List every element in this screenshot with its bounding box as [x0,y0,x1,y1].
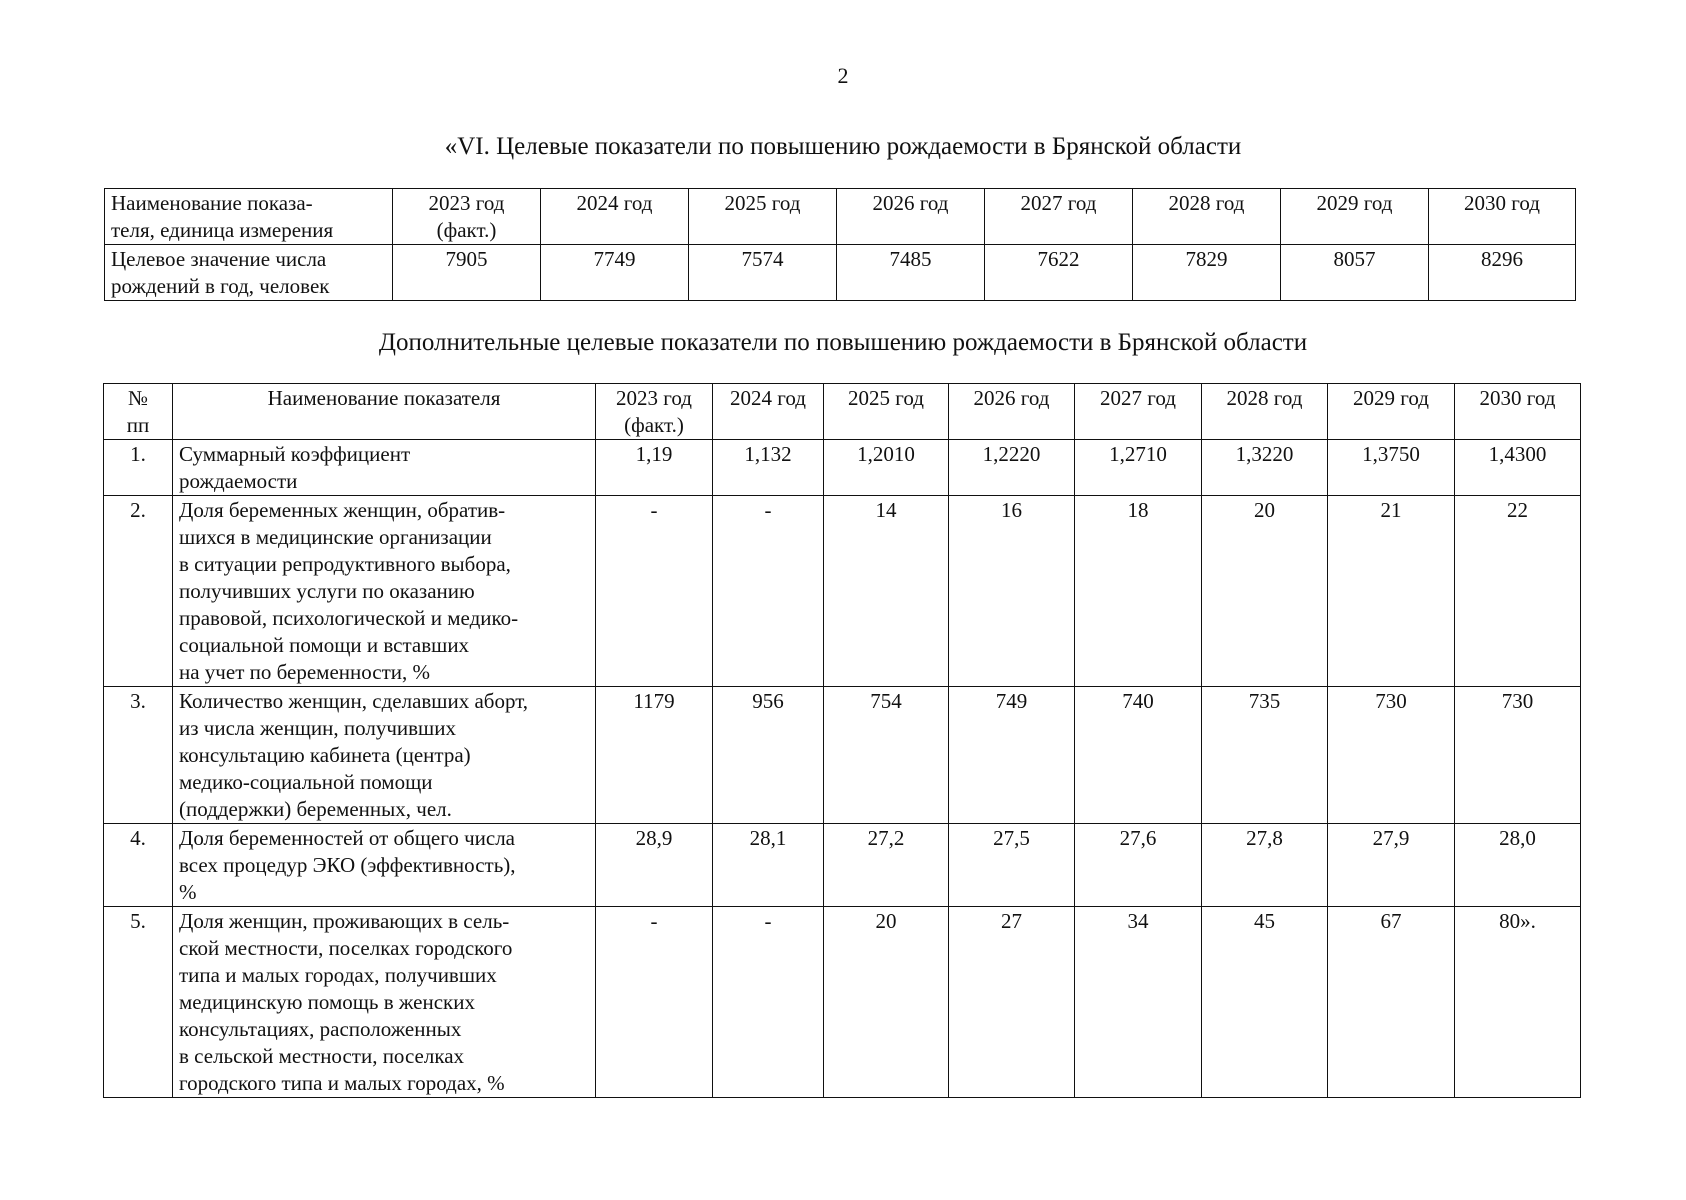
value-cell: 27,6 [1075,824,1202,907]
value-cell: 740 [1075,687,1202,824]
header-cell: 2024 год [541,189,689,245]
row-number-cell: 4. [104,824,173,907]
header-cell: 2028 год [1133,189,1281,245]
value-cell: 7829 [1133,245,1281,301]
indicator-name-cell: Суммарный коэффициент рождаемости [173,440,596,496]
value-cell: 7574 [689,245,837,301]
table-row [104,907,1581,1098]
value-cell: - [713,496,824,687]
value-cell: 22 [1455,496,1581,687]
header-cell: 2028 год [1202,384,1328,440]
value-cell: 749 [949,687,1075,824]
additional-indicators-table [103,383,1581,1098]
row-number-cell: 3. [104,687,173,824]
value-cell: 8057 [1281,245,1429,301]
value-cell: 7749 [541,245,689,301]
value-cell: 34 [1075,907,1202,1098]
value-cell: 754 [824,687,949,824]
header-cell: Наименование показателя [173,384,596,440]
row-number-cell: 2. [104,496,173,687]
value-cell: 27,8 [1202,824,1328,907]
value-cell: 27 [949,907,1075,1098]
value-cell: 67 [1328,907,1455,1098]
table-row [104,687,1581,824]
page-number: 2 [837,63,849,88]
header-cell: 2026 год [949,384,1075,440]
value-cell: 21 [1328,496,1455,687]
value-cell: 20 [824,907,949,1098]
value-cell: 1,3750 [1328,440,1455,496]
value-cell: 20 [1202,496,1328,687]
value-cell: - [596,907,713,1098]
value-cell: - [596,496,713,687]
value-cell: 27,9 [1328,824,1455,907]
header-cell: 2029 год [1328,384,1455,440]
value-cell: 16 [949,496,1075,687]
value-cell: 1,2010 [824,440,949,496]
additional-section-heading: Дополнительные целевые показатели по повышению рождаемости в Брянской области [378,329,1308,356]
value-cell: 1,3220 [1202,440,1328,496]
indicator-name-cell: Количество женщин, сделавших аборт, из числа женщин, получивших консультацию кабинета (центра) медико-социальной помощи (поддержки) беременных, чел. [173,687,596,824]
header-cell: Наименование показа- теля, единица измерения [105,189,393,245]
value-cell: 730 [1328,687,1455,824]
value-cell: 27,2 [824,824,949,907]
value-cell: 1179 [596,687,713,824]
indicator-name-cell: Доля беременных женщин, обратив- шихся в медицинские организации в ситуации репродуктивного выбора, получивших услуги по оказанию правовой, психологической и медико- социальной помощи и вставших на учет по беременности, % [173,496,596,687]
header-cell: 2029 год [1281,189,1429,245]
value-cell: 7622 [985,245,1133,301]
value-cell: 1,4300 [1455,440,1581,496]
value-cell: 27,5 [949,824,1075,907]
table-row [104,824,1581,907]
row-number-cell: 1. [104,440,173,496]
header-cell: 2023 год (факт.) [393,189,541,245]
table-header-row [105,189,1576,245]
header-cell: № пп [104,384,173,440]
value-cell: 28,9 [596,824,713,907]
header-cell: 2025 год [824,384,949,440]
row-number-cell: 5. [104,907,173,1098]
indicator-name-cell: Доля беременностей от общего числа всех процедур ЭКО (эффективность), % [173,824,596,907]
header-cell: 2024 год [713,384,824,440]
value-cell: 28,0 [1455,824,1581,907]
value-cell: 956 [713,687,824,824]
value-cell: 7905 [393,245,541,301]
target-indicators-table [104,188,1576,301]
value-cell: 1,2220 [949,440,1075,496]
value-cell: 18 [1075,496,1202,687]
value-cell: 1,2710 [1075,440,1202,496]
header-cell: 2026 год [837,189,985,245]
section-heading: «VI. Целевые показатели по повышению рождаемости в Брянской области [444,133,1242,160]
indicator-name-cell: Целевое значение числа рождений в год, человек [105,245,393,301]
value-cell: 1,132 [713,440,824,496]
header-cell: 2030 год [1455,384,1581,440]
value-cell: - [713,907,824,1098]
table-header-row [104,384,1581,440]
value-cell: 8296 [1429,245,1576,301]
header-cell: 2025 год [689,189,837,245]
header-cell: 2027 год [1075,384,1202,440]
value-cell: 730 [1455,687,1581,824]
table-row [105,245,1576,301]
value-cell: 735 [1202,687,1328,824]
value-cell: 1,19 [596,440,713,496]
value-cell: 14 [824,496,949,687]
header-cell: 2030 год [1429,189,1576,245]
header-cell: 2023 год (факт.) [596,384,713,440]
value-cell: 45 [1202,907,1328,1098]
value-cell: 28,1 [713,824,824,907]
table-row [104,440,1581,496]
indicator-name-cell: Доля женщин, проживающих в сель- ской местности, поселках городского типа и малых городах, получивших медицинскую помощь в женских консультациях, расположенных в сельской местности, поселках городского типа и малых городах, % [173,907,596,1098]
table-row [104,496,1581,687]
value-cell: 7485 [837,245,985,301]
value-cell: 80». [1455,907,1581,1098]
header-cell: 2027 год [985,189,1133,245]
